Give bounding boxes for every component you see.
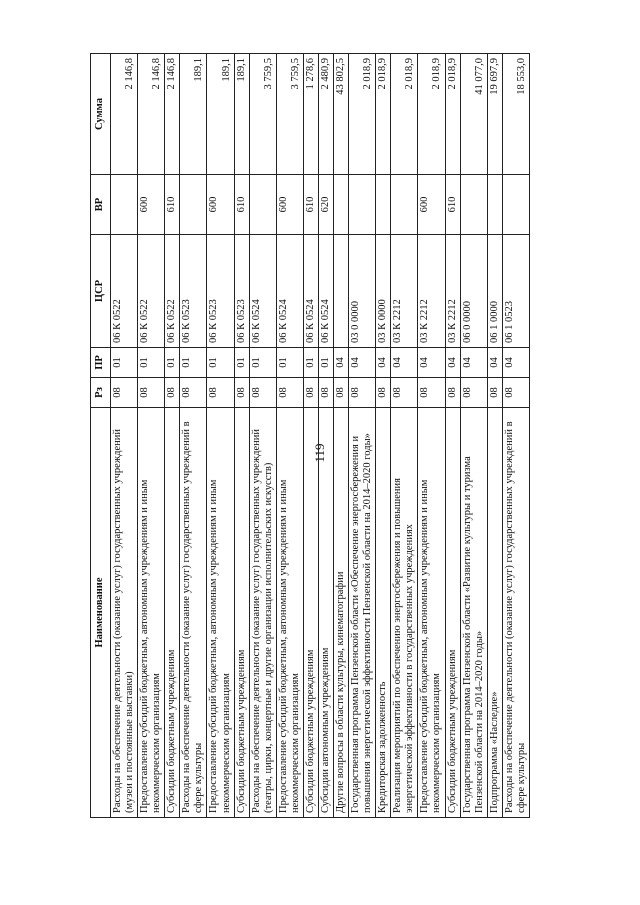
cell-vr (349, 175, 376, 235)
cell-csr: 06 1 0523 (502, 235, 529, 348)
table-row (207, 54, 234, 818)
table-row (334, 54, 349, 818)
cell-rz: 08 (303, 378, 318, 408)
header-sum: Сумма (91, 54, 111, 175)
cell-pr: 01 (165, 348, 180, 378)
table-row (138, 54, 165, 818)
cell-rz: 08 (487, 378, 502, 408)
cell-csr: 06 К 0522 (111, 235, 138, 348)
cell-vr (180, 175, 207, 235)
table-row (418, 54, 445, 818)
cell-rz: 08 (391, 378, 418, 408)
table-row (391, 54, 418, 818)
cell-pr: 04 (391, 348, 418, 378)
table-row (502, 54, 529, 818)
cell-pr: 01 (318, 348, 333, 378)
cell-sum: 3 759,5 (276, 54, 303, 175)
cell-csr: 03 К 2212 (445, 235, 460, 348)
cell-sum: 19 697,9 (487, 54, 502, 175)
table-row (318, 54, 333, 818)
cell-vr: 610 (165, 175, 180, 235)
cell-pr: 04 (445, 348, 460, 378)
cell-rz: 08 (234, 378, 249, 408)
cell-vr: 600 (276, 175, 303, 235)
cell-pr: 04 (349, 348, 376, 378)
cell-sum: 43 802,5 (334, 54, 349, 175)
cell-csr: 06 К 0523 (180, 235, 207, 348)
cell-name: Предоставление субсидий бюджетным, автономным учреждениям и иным некоммерческим организациям (276, 408, 303, 818)
cell-name: Другие вопросы в области культуры, кинематографии (334, 408, 349, 818)
cell-pr: 01 (111, 348, 138, 378)
cell-csr: 03 К 0000 (376, 235, 391, 348)
cell-name: Предоставление субсидий бюджетным, автономным учреждениям и иным некоммерческим организациям (138, 408, 165, 818)
cell-csr: 06 К 0522 (138, 235, 165, 348)
cell-vr (460, 175, 487, 235)
cell-pr: 01 (234, 348, 249, 378)
cell-vr: 610 (445, 175, 460, 235)
cell-csr: 06 К 0524 (276, 235, 303, 348)
cell-name: Расходы на обеспечение деятельности (оказание услуг) государственных учреждений (театры, цирки, концертные и другие организации исполнительских искусств) (249, 408, 276, 818)
cell-name: Предоставление субсидий бюджетным, автономным учреждениям и иным некоммерческим организациям (207, 408, 234, 818)
cell-name: Субсидии бюджетным учреждениям (445, 408, 460, 818)
cell-csr: 06 К 0524 (303, 235, 318, 348)
cell-name: Субсидии бюджетным учреждениям (303, 408, 318, 818)
cell-name: Реализация мероприятий по обеспечению энергосбережения и повышения энергетической эффективности в государственных учреждениях (391, 408, 418, 818)
budget-table (90, 53, 530, 818)
cell-rz: 08 (165, 378, 180, 408)
cell-sum: 2 146,8 (138, 54, 165, 175)
cell-pr: 01 (276, 348, 303, 378)
header-pr: ПР (91, 348, 111, 378)
cell-csr: 06 К 0522 (165, 235, 180, 348)
cell-rz: 08 (111, 378, 138, 408)
table-row (180, 54, 207, 818)
cell-name: Расходы на обеспечение деятельности (оказание услуг) государственных учреждений в сфере культуры (180, 408, 207, 818)
cell-rz: 08 (249, 378, 276, 408)
cell-rz: 08 (207, 378, 234, 408)
table-row (445, 54, 460, 818)
cell-pr: 04 (502, 348, 529, 378)
cell-sum: 41 077,0 (460, 54, 487, 175)
cell-csr: 06 1 0000 (487, 235, 502, 348)
cell-rz: 08 (349, 378, 376, 408)
cell-sum: 1 278,6 (303, 54, 318, 175)
table-row (111, 54, 138, 818)
cell-vr (502, 175, 529, 235)
table-row (349, 54, 376, 818)
header-rz: Рз (91, 378, 111, 408)
cell-name: Субсидии бюджетным учреждениям (234, 408, 249, 818)
cell-pr: 01 (249, 348, 276, 378)
budget-table-rotated (90, 54, 542, 818)
cell-sum: 18 553,0 (502, 54, 529, 175)
cell-pr: 04 (418, 348, 445, 378)
cell-rz: 08 (502, 378, 529, 408)
cell-csr: 06 0 0000 (460, 235, 487, 348)
cell-sum: 2 146,8 (111, 54, 138, 175)
cell-csr: 06 К 0523 (234, 235, 249, 348)
cell-csr (334, 235, 349, 348)
cell-csr: 03 К 2212 (418, 235, 445, 348)
cell-name: Расходы на обеспечение деятельности (оказание услуг) государственных учреждений (музеи и постоянные выставки) (111, 408, 138, 818)
cell-pr: 04 (376, 348, 391, 378)
cell-name: Государственная программа Пензенской области «Развитие культуры и туризма Пензенской области на 2014–2020 годы» (460, 408, 487, 818)
header-csr: ЦСР (91, 235, 111, 348)
cell-vr (376, 175, 391, 235)
cell-vr (391, 175, 418, 235)
cell-name: Субсидии автономным учреждениям (318, 408, 333, 818)
table-row (460, 54, 487, 818)
cell-sum: 2 480,9 (318, 54, 333, 175)
header-name: Наименование (91, 408, 111, 818)
cell-sum: 189,1 (234, 54, 249, 175)
cell-vr: 610 (303, 175, 318, 235)
cell-rz: 08 (318, 378, 333, 408)
cell-pr: 01 (138, 348, 165, 378)
cell-vr (249, 175, 276, 235)
table-body (111, 54, 530, 818)
cell-sum: 2 018,9 (349, 54, 376, 175)
cell-sum: 189,1 (207, 54, 234, 175)
cell-name: Государственная программа Пензенской области «Обеспечение энергосбережения и повышения энергетической эффективности Пензенской области на 2014–2020 годы» (349, 408, 376, 818)
cell-rz: 08 (418, 378, 445, 408)
cell-name: Предоставление субсидий бюджетным, автономным учреждениям и иным некоммерческим организациям (418, 408, 445, 818)
cell-vr (334, 175, 349, 235)
cell-csr: 03 0 0000 (349, 235, 376, 348)
cell-csr: 03 К 2212 (391, 235, 418, 348)
cell-rz: 08 (180, 378, 207, 408)
table-header-row (91, 54, 111, 818)
header-vr: ВР (91, 175, 111, 235)
cell-vr: 600 (418, 175, 445, 235)
cell-csr: 06 К 0524 (318, 235, 333, 348)
table-row (165, 54, 180, 818)
table-row (276, 54, 303, 818)
table-row (234, 54, 249, 818)
cell-vr: 600 (207, 175, 234, 235)
cell-vr: 610 (234, 175, 249, 235)
cell-name: Кредиторская задолженность (376, 408, 391, 818)
cell-csr: 06 К 0524 (249, 235, 276, 348)
cell-vr: 620 (318, 175, 333, 235)
cell-csr: 06 К 0523 (207, 235, 234, 348)
cell-vr: 600 (138, 175, 165, 235)
cell-sum: 2 146,8 (165, 54, 180, 175)
cell-pr: 01 (303, 348, 318, 378)
cell-sum: 2 018,9 (445, 54, 460, 175)
cell-sum: 2 018,9 (418, 54, 445, 175)
cell-rz: 08 (334, 378, 349, 408)
table-row (249, 54, 276, 818)
cell-pr: 01 (207, 348, 234, 378)
cell-pr: 04 (334, 348, 349, 378)
cell-sum: 3 759,5 (249, 54, 276, 175)
cell-pr: 01 (180, 348, 207, 378)
cell-rz: 08 (276, 378, 303, 408)
cell-rz: 08 (460, 378, 487, 408)
cell-vr (111, 175, 138, 235)
cell-vr (487, 175, 502, 235)
page-number: 119 (312, 443, 327, 463)
cell-pr: 04 (487, 348, 502, 378)
cell-name: Расходы на обеспечение деятельности (оказание услуг) государственных учреждений в сфере культуры (502, 408, 529, 818)
cell-pr: 04 (460, 348, 487, 378)
table-row (303, 54, 318, 818)
cell-name: Подпрограмма «Наследие» (487, 408, 502, 818)
cell-rz: 08 (138, 378, 165, 408)
table-row (376, 54, 391, 818)
cell-rz: 08 (376, 378, 391, 408)
table-row (487, 54, 502, 818)
cell-rz: 08 (445, 378, 460, 408)
cell-sum: 2 018,9 (391, 54, 418, 175)
cell-name: Субсидии бюджетным учреждениям (165, 408, 180, 818)
cell-sum: 2 018,9 (376, 54, 391, 175)
cell-sum: 189,1 (180, 54, 207, 175)
